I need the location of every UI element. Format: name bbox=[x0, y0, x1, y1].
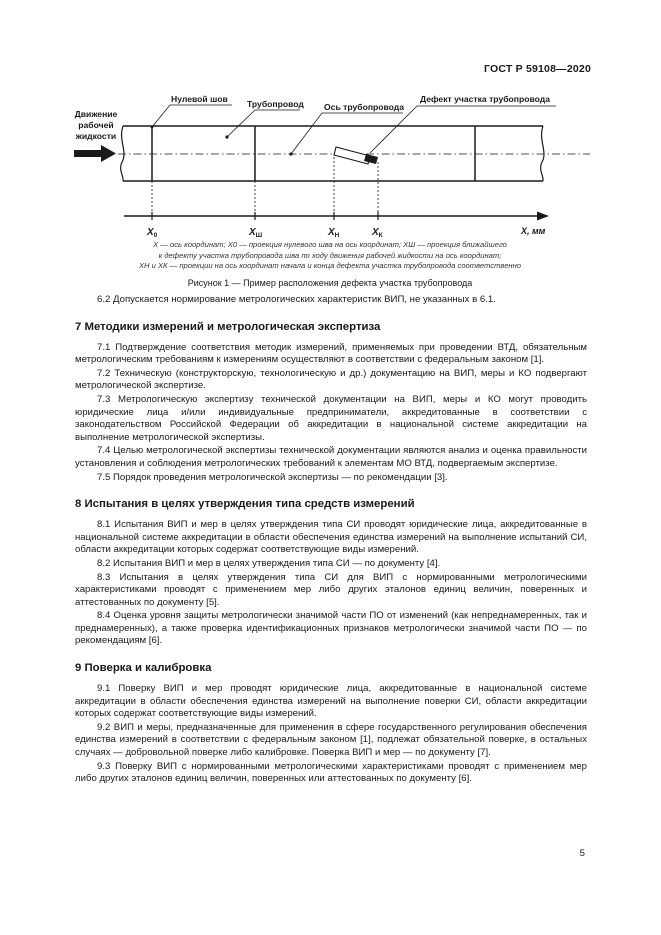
flow-label-2: рабочей bbox=[78, 120, 114, 130]
legend-line-3: XН и XК — проекции на ось координат начала и конца дефекта участка трубопровода соответственно bbox=[138, 261, 522, 271]
legend-line-2: к дефекту участка трубопровода шва по ходу движения рабочей жидкости на ось координат; bbox=[158, 250, 502, 260]
figure-caption: Рисунок 1 — Пример расположения дефекта участка трубопровода bbox=[187, 278, 473, 288]
legend-line-1: X — ось координат; X0 — проекция нулевого шва на ось координат; XШ — проекция ближайшего bbox=[153, 240, 507, 249]
paragraph-7-5: 7.5 Порядок проведения метрологической экспертизы — по рекомендации [3]. bbox=[97, 471, 448, 483]
tick-label-xn: $X_Н$ bbox=[328, 227, 340, 239]
paragraph-7-1: 7.1 Подтверждение соответствия методик измерений, применяемых при проведении ВТД, обязательным метрологическим требованиям к измерениям осуществляют в соответствии с федеральным законом [1]. bbox=[75, 341, 587, 366]
pipe-axis-label: Ось трубопровода bbox=[324, 102, 405, 112]
paragraph-7-4: 7.4 Целью метрологической экспертизы технической документации являются анализ и оценка правильности установления и соблюдения метрологических требований к элементам МО ВТД, подвергаемым экспертизе. bbox=[75, 445, 587, 469]
paragraph-7-3: 7.3 Метрологическую экспертизу технической документации на ВИП, меры и КО могут проводить юридические лица и/или индивидуальные предприниматели, аккредитованные в соответствии с законодательством Российской Федерации об аккредитации в национальной системе аккредитации на выполнение метрологической экспертизы. bbox=[75, 393, 587, 443]
tick-label-xsh: $X_Ш$ bbox=[249, 227, 263, 239]
paragraph-9-1: 9.1 Поверку ВИП и мер проводят юридические лица, аккредитованные в национальной системе аккредитации в области обеспечения единства измерений на выполнение поверки СИ, области аккредитации которых содержат соответствующие виды измерений. bbox=[75, 683, 587, 720]
section-7-heading: 7 Методики измерений и метрологическая экспертиза bbox=[75, 320, 381, 333]
pipeline-label: Трубопровод bbox=[247, 99, 304, 109]
figure-legend bbox=[60, 240, 600, 272]
paragraph-7-2: 7.2 Техническую (конструкторскую, технологическую и др.) документацию на ВИП, меры и КО подвергают метрологической экспертизе. bbox=[75, 367, 587, 392]
defect-shape bbox=[334, 147, 378, 164]
section-8-heading: 8 Испытания в целях утверждения типа средств измерений bbox=[75, 498, 415, 511]
paragraph-8-4: 8.4 Оценка уровня защиты метрологически значимой части ПО от изменений (как непреднамеренных, так и преднамеренных), а также проверка идентификационных признаков метрологически значимой части ПО — по рекомендациям [6]. bbox=[75, 610, 587, 647]
paragraph-6-2: 6.2 Допускается нормирование метрологических характеристик ВИП, не указанных в 6.1. bbox=[97, 294, 496, 305]
pipeline-figure bbox=[0, 0, 661, 280]
pipeline-body bbox=[121, 126, 544, 181]
x-axis bbox=[124, 212, 549, 221]
defect-label: Дефект участка трубопровода bbox=[420, 94, 551, 104]
paragraph-8-1: 8.1 Испытания ВИП и мер в целях утверждения типа СИ проводят юридические лица, аккредитованные в национальной системе аккредитации в области обеспечения единства измерений на выполнение испытаний СИ, области аккредитации которых содержат соответствующие виды измерений. bbox=[75, 519, 587, 556]
paragraph-8-3: 8.3 Испытания в целях утверждения типа СИ для ВИП с нормированными метрологическими характеристиками проводят с применением мер либо других эталонов единиц величин, поверенных и аттестованных по документу [5]. bbox=[75, 571, 587, 608]
section-9-heading: 9 Поверка и калибровка bbox=[75, 662, 212, 675]
flow-label-3: жидкости bbox=[75, 131, 117, 141]
zero-weld-label: Нулевой шов bbox=[171, 94, 228, 104]
flow-label-1: Движение bbox=[74, 109, 118, 119]
standard-number: ГОСТ Р 59108—2020 bbox=[483, 63, 591, 75]
paragraph-9-2: 9.2 ВИП и меры, предназначенные для применения в сфере государственного регулирования обеспечения единства измерений в соответствии с федеральным законом [1], подлежат обязательной поверке, в остальных случаях — добровольной поверке либо калибровке. Поверка ВИП и мер — по документу [7]. bbox=[75, 721, 587, 759]
paragraph-9-3: 9.3 Поверку ВИП с нормированными метрологическими характеристиками проводят с применением мер либо других эталонов единиц величин, поверенных или аттестованных по документу [6]. bbox=[75, 760, 587, 785]
tick-label-x0: $X_0$ bbox=[147, 227, 158, 239]
document-body bbox=[75, 294, 587, 787]
label-leaders bbox=[152, 105, 556, 154]
page-number: 5 bbox=[579, 848, 585, 859]
flow-arrow-icon bbox=[74, 145, 116, 162]
tick-label-xk: $X_К$ bbox=[372, 227, 383, 239]
paragraph-8-2: 8.2 Испытания ВИП и мер в целях утверждения типа СИ — по документу [4]. bbox=[97, 557, 441, 569]
x-axis-label: X, мм bbox=[521, 226, 546, 236]
